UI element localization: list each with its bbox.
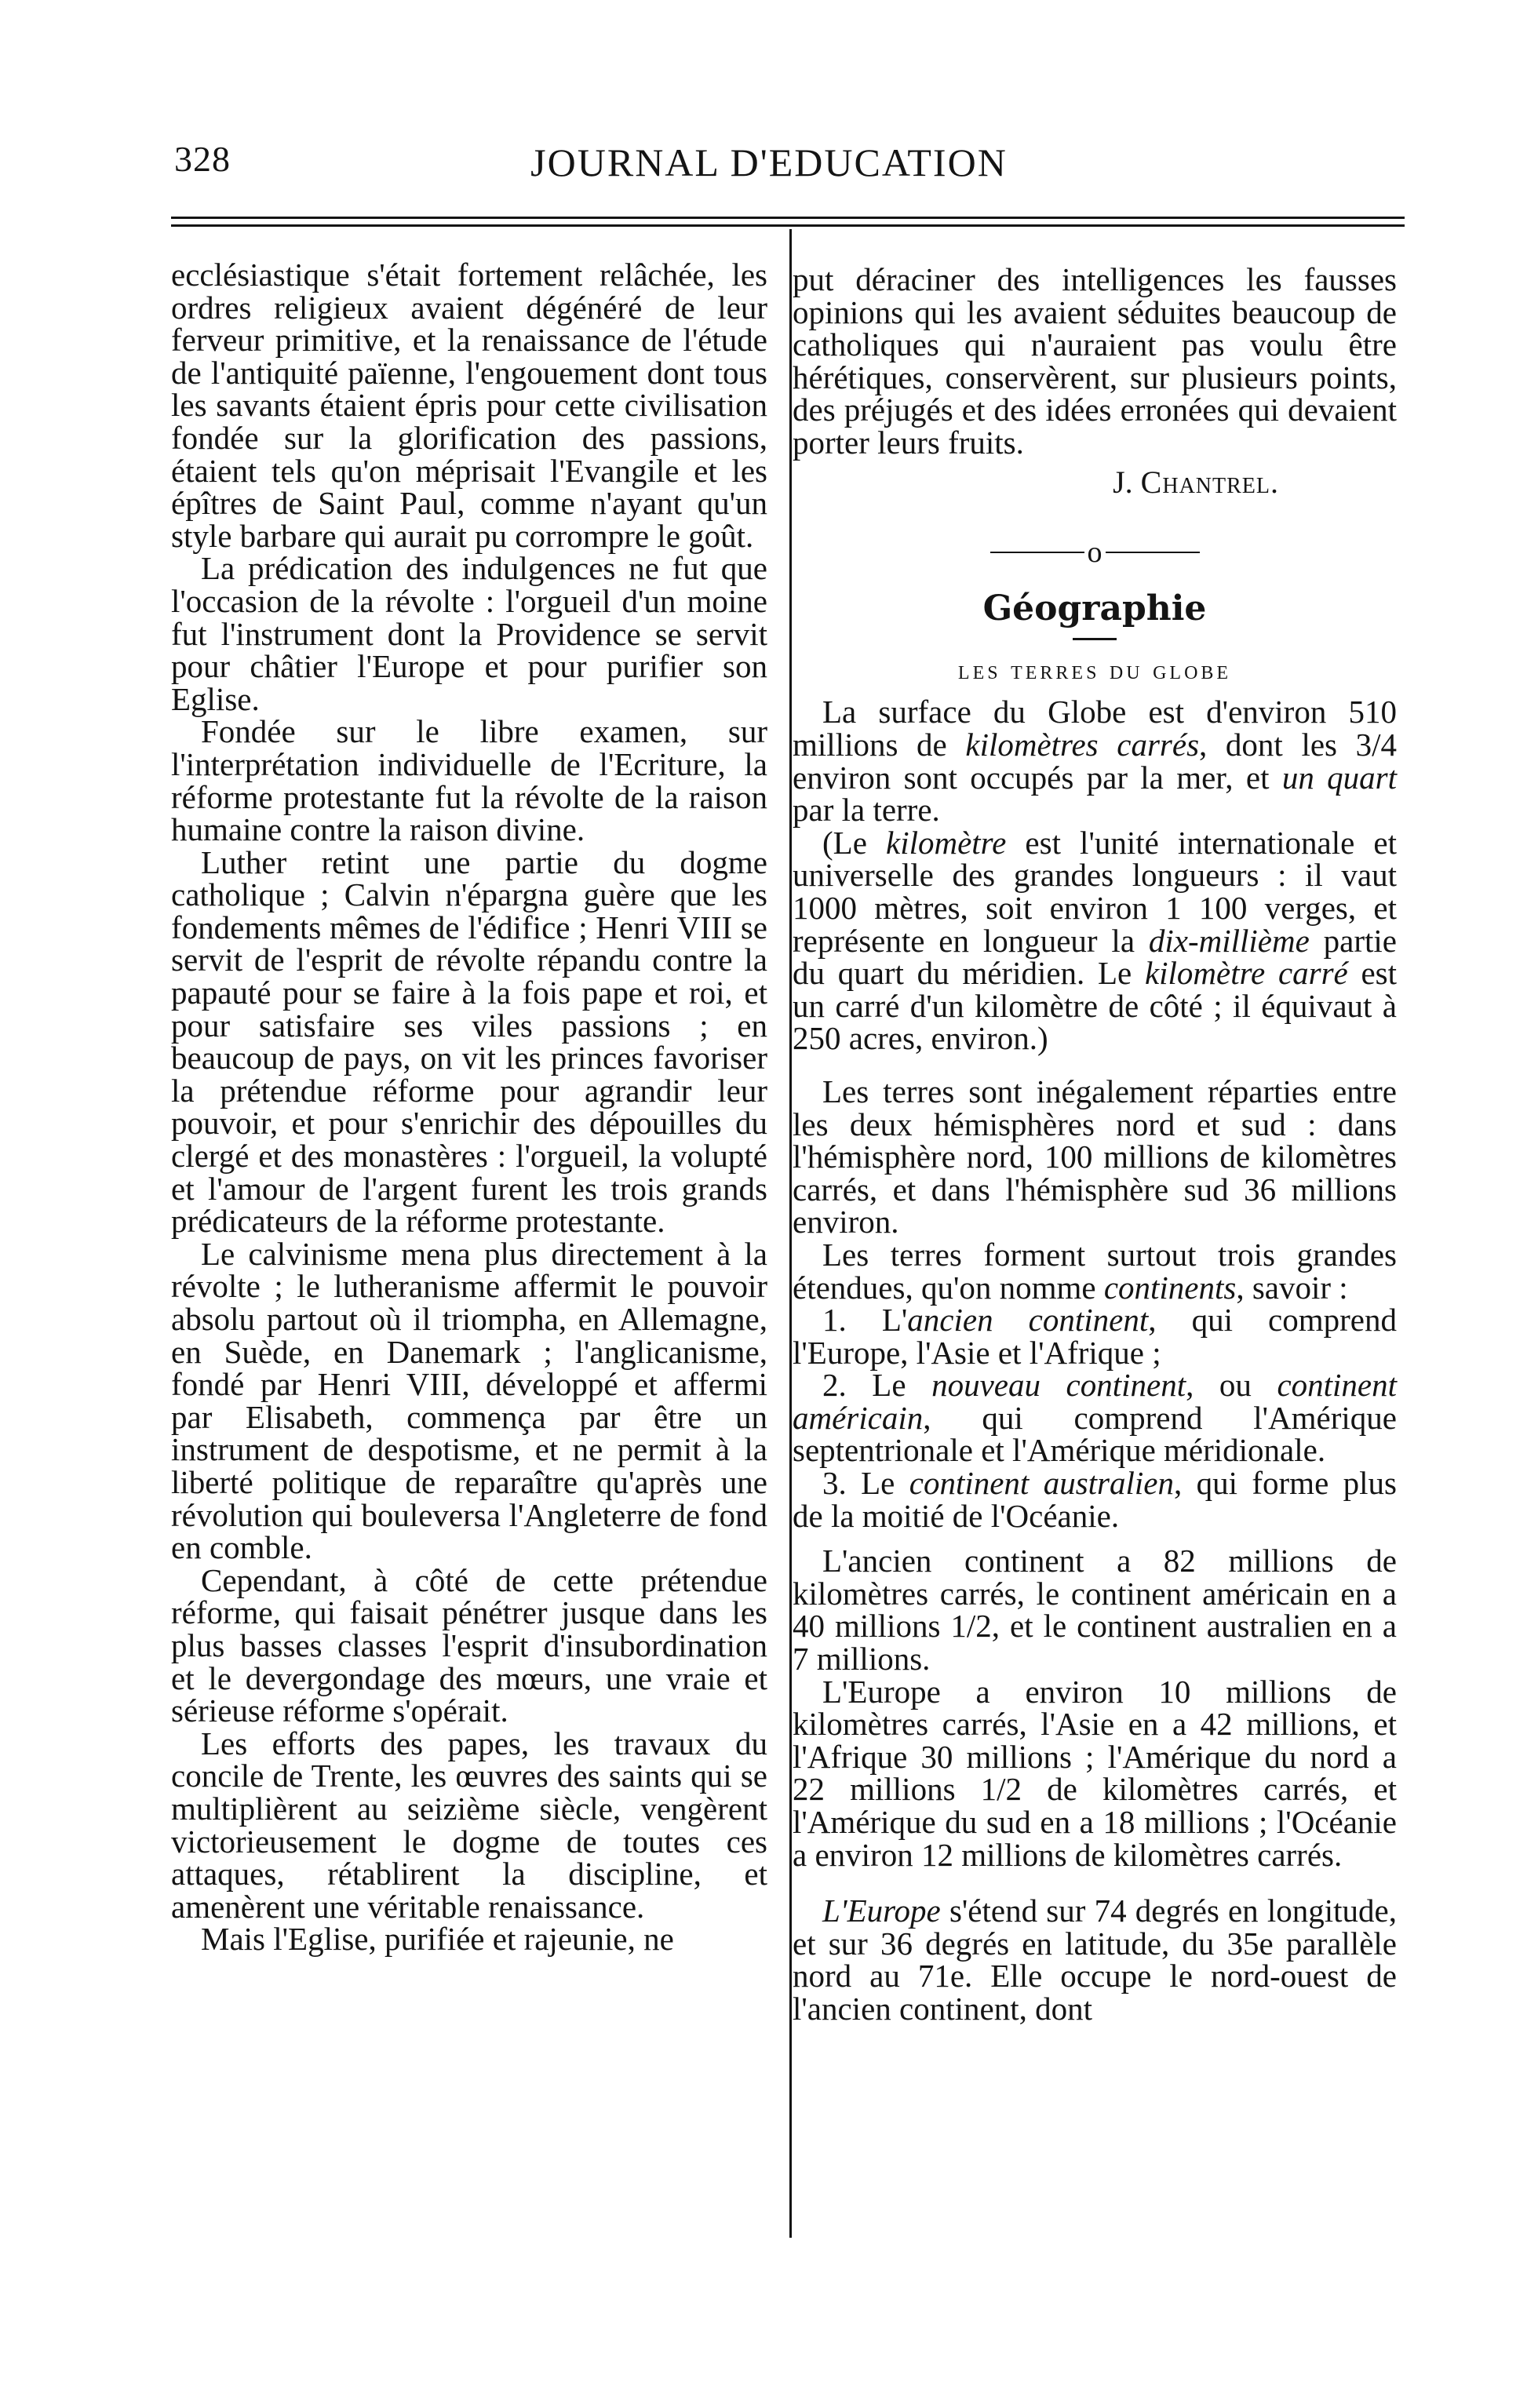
paragraph: put déraciner des intelligences les fausses opinions qui les avaient séduites beaucoup de catholiques qui n'auraient pas voulu être hérétiques, conservèrent, sur plusieurs points, des préjugés et des idées erronées qui devaient porter leurs fruits. [793, 261, 1397, 461]
journal-title: JOURNAL D'EDUCATION [530, 140, 1008, 184]
page-number: 328 [174, 139, 231, 179]
italic-term: nouveau continent [931, 1367, 1186, 1404]
italic-term: ancien continent [907, 1302, 1149, 1339]
paragraph: Luther retint une partie du dogme catholique ; Calvin n'épargna guère que les fondements mêmes de l'édifice ; Henri VIII se servit de l'esprit de révolte répandu contre la papauté pour se faire à la fois pape et roi, et pour satisfaire ses viles passions ; en beaucoup de pays, on vit les princes favoriser la prétendue réforme pour agrandir leur pouvoir, et pour s'enrichir des dépouilles du clergé et des monastères : l'orgueil, la volupté et l'amour de l'argent furent les trois grands prédicateurs de la réforme protestante. [171, 843, 767, 1240]
text-run: , qui comprend l'Amérique septentrionale et l'Amérique méridionale. [793, 1399, 1397, 1469]
text-run: (Le [822, 824, 886, 861]
text-run: est un carré d'un kilomètre de côté ; il équivaut à 250 acres, environ.) [793, 955, 1397, 1057]
separator-line-left [990, 552, 1084, 553]
signature-name: Chantrel. [1140, 464, 1279, 500]
text-run: s'étend sur 74 degrés en longitude, et sur 36 degrés en latitude, du 35e parallèle nord au 71e. Elle occupe le nord-ouest de l'ancien continent, dont [793, 1893, 1397, 2027]
paragraph [793, 824, 1397, 1057]
text-run: 3. Le [822, 1465, 909, 1502]
paragraph: Les terres sont inégalement réparties entre les deux hémisphères nord et sud : dans l'hémisphère nord, 100 millions de kilomètres carrés, et dans l'hémisphère sud 36 millions environ. [793, 1073, 1397, 1240]
signature-initial: J. [1113, 464, 1133, 500]
text-run: Les terres forment surtout trois grandes étendues, qu'on nomme [793, 1236, 1397, 1306]
paragraph [793, 694, 1398, 829]
text-run: , qui forme plus de la moitié de l'Océanie. [793, 1465, 1397, 1534]
left-column [171, 259, 767, 1956]
header-rule-top [171, 217, 1405, 219]
section-subtitle: les terres du globe [957, 655, 1232, 685]
paragraph-gap [793, 1871, 1397, 1895]
text-run: 2. Le [822, 1367, 932, 1404]
paragraph [793, 1236, 1397, 1306]
italic-term: dix-millième [1148, 922, 1310, 959]
italic-term: continent australien [909, 1465, 1174, 1502]
section-title: Géographie [982, 588, 1207, 629]
list-item [793, 1369, 1397, 1467]
italic-term: kilomètres carrés [965, 727, 1200, 763]
italic-term: kilomètre [886, 824, 1007, 861]
paragraph: Le calvinisme mena plus directement à la révolte ; le lutheranisme affermit le pouvoir absolu partout où il triompha, en Allemagne, en Suède, en Danemark ; l'anglicanisme, fondé par Henri VIII, développé et affermi par Elisabeth, commença par être un instrument de despotisme, et ne permit à la liberté politique de reparaître qu'après une révolution qui bouleversa l'Angleterre de fond en comble. [171, 1235, 767, 1566]
text-run: , qui comprend l'Europe, l'Asie et l'Afrique ; [793, 1302, 1397, 1371]
paragraph: Cependant, à côté de cette prétendue réforme, qui faisait pénétrer jusque dans les plus basses classes l'esprit d'insubordination et le devergondage des mœurs, une vraie et sérieuse réforme s'opérait. [171, 1561, 767, 1729]
paragraph: L'Europe a environ 10 millions de kilomètres carrés, l'Asie en a 42 millions, et l'Afrique 30 millions ; l'Amérique du nord a 22 millions 1/2 de kilomètres carrés, et l'Amérique du sud en a 18 millions ; l'Océanie a environ 12 millions de kilomètres carrés. [793, 1673, 1397, 1873]
list-item [793, 1304, 1397, 1369]
paragraph: L'ancien continent a 82 millions de kilomètres carrés, le continent américain en a 40 millions 1/2, et le continent australien en a 7 millions. [793, 1543, 1397, 1678]
list-item [793, 1467, 1397, 1532]
paragraph [793, 1895, 1397, 2025]
signature [793, 466, 1397, 499]
text-run: , savoir : [1236, 1269, 1348, 1306]
italic-term: un quart [1281, 759, 1397, 796]
text-run: est l'unité internationale et universelle des grandes longueurs : il vaut 1000 mètres, soit environ 1 100 verges, et représente en longueur la [793, 824, 1397, 959]
text-run: 1. L' [822, 1302, 908, 1339]
title-rule [1073, 638, 1117, 640]
paragraph: Mais l'Eglise, purifiée et rajeunie, ne [201, 1921, 674, 1958]
right-column [793, 261, 1398, 2027]
column-divider [789, 229, 792, 2238]
italic-term: continents [1103, 1269, 1237, 1306]
section-separator [793, 534, 1397, 569]
italic-term: kilomètre carré [1144, 955, 1348, 992]
separator-mark: o [1087, 535, 1102, 569]
paragraph: La prédication des indulgences ne fut que l'occasion de la révolte : l'orgueil d'un moine fut l'instrument dont la Providence se servit pour châtier l'Europe et pour purifier son Eglise. [171, 550, 767, 717]
header-rule-bottom [171, 224, 1405, 227]
text-run: , dont les 3/4 environ sont occupés par la mer, et [793, 727, 1398, 796]
text-run: partie du quart du méridien. Le [793, 922, 1397, 992]
paragraph: Les efforts des papes, les travaux du concile de Trente, les œuvres des saints qui se multiplièrent au seizième siècle, vengèrent victorieusement le dogme de toutes ces attaques, rétablirent la discipline, et amenèrent une véritable renaissance. [171, 1725, 767, 1925]
italic-term: L'Europe [822, 1893, 941, 1929]
italic-term: continent américain [793, 1367, 1398, 1436]
text-run: par la terre. [793, 792, 940, 829]
paragraph: ecclésiastique s'était fortement relâchée, les ordres religieux avaient dégénéré de leur ferveur primitive, et la renaissance de l'étude de l'antiquité païenne, l'engouement dont tous les savants étaient épris pour cette civilisation fondée sur la glorification des passions, étaient tels qu'on méprisait l'Evangile et les épîtres de Saint Paul, comme n'ayant qu'un style barbare qui aurait pu corrompre le goût. [171, 257, 767, 554]
separator-line-right [1106, 552, 1200, 553]
text-run: La surface du Globe est d'environ 510 millions de [793, 694, 1397, 763]
paragraph: Fondée sur le libre examen, sur l'interprétation individuelle de l'Ecriture, la réforme protestante fut la révolte de la raison humaine contre la raison divine. [171, 713, 767, 848]
text-run: , ou [1186, 1367, 1277, 1404]
